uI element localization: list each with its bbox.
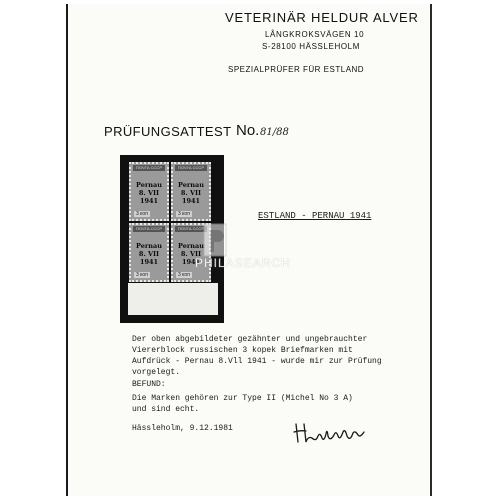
stamp-value: 3 коп (178, 211, 190, 217)
issuer-postal: S-28100 HÄSSLEHOLM (262, 42, 360, 51)
stamp-value: 3 коп (178, 272, 190, 278)
stamp-band: ПОЧТА СССР (133, 226, 165, 232)
stamp-band: ПОЧТА СССР (175, 165, 207, 171)
stamp-overprint: Pernau 8. VII 1941 (136, 242, 162, 266)
befund-label: BEFUND: (132, 380, 166, 389)
stamp-band: ПОЧТА СССР (133, 165, 165, 171)
issue-label: ESTLAND - PERNAU 1941 (258, 211, 372, 221)
certificate-title: PRÜFUNGSATTEST (104, 124, 232, 139)
result-line-2: und sind echt. (132, 405, 200, 414)
body-line-4: vorgelegt. (132, 368, 181, 377)
certificate-no-label: No. (236, 122, 260, 139)
body-line-2: Viererblock russischen 3 kopek Briefmarken mit (132, 346, 353, 355)
stamp-value: 3 коп (136, 211, 148, 217)
result-line-1: Die Marken gehören zur Type II (Michel No 3 A) (132, 394, 353, 403)
stamp-top-left (129, 162, 169, 221)
stamp-top-right (171, 162, 211, 221)
stamp-overprint: Pernau 8. VII 1941 (136, 181, 162, 205)
issuer-name: VETERINÄR HELDUR ALVER (225, 10, 419, 25)
stamp-overprint: Pernau 8. VII 1941 (178, 181, 204, 205)
stamp-overprint: Pernau 8. VII 1941 (178, 242, 204, 266)
body-line-3: Aufdrück - Pernau 8.Vll 1941 - wurde mir zur Prüfung (132, 357, 382, 366)
stamp-bottom-left (129, 223, 169, 282)
signature-icon (290, 418, 370, 448)
stamp-value: 3 коп (136, 272, 148, 278)
stamp-sheet-margin (128, 283, 218, 315)
body-line-1: Der oben abgebildeter gezähnter und ungebrauchter (132, 335, 368, 344)
certificate-number: 81/88 (260, 127, 289, 138)
issuer-specialty: SPEZIALPRÜFER FÜR ESTLAND (228, 65, 365, 74)
issuer-address: LÅNGKROKSVÄGEN 10 (265, 30, 365, 39)
watermark-text: PHILASEARCH (195, 256, 291, 270)
place-date: Hässleholm, 9.12.1981 (132, 424, 233, 433)
stamp-band: ПОЧТА СССР (175, 226, 207, 232)
